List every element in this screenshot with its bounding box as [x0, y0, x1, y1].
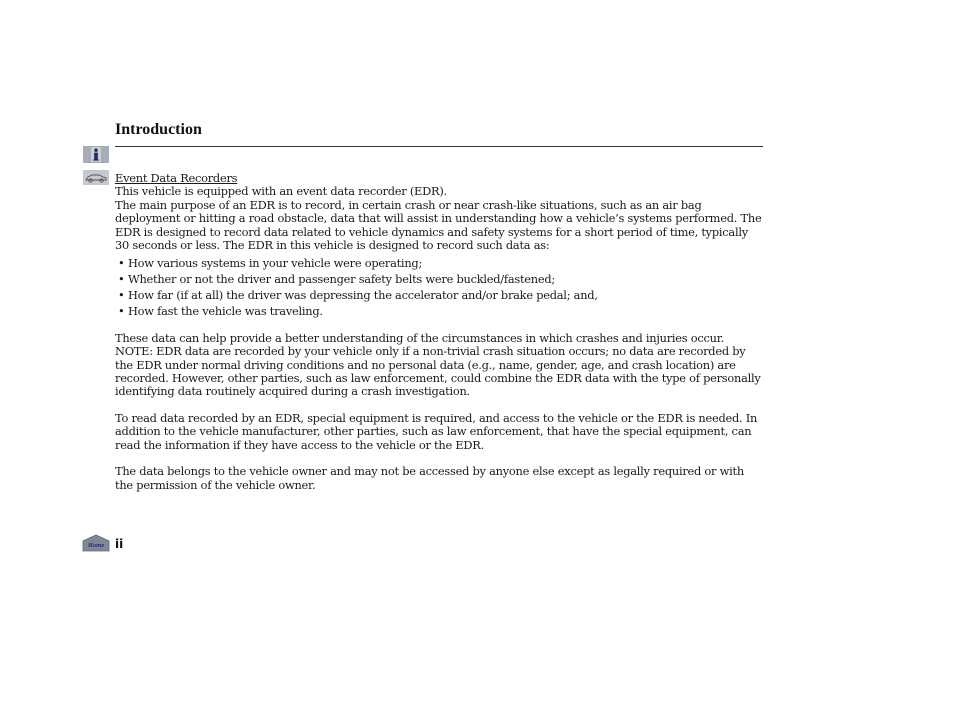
- understanding-paragraph: These data can help provide a better understanding of the circumstances in which crashes and injuries occur. NOTE: EDR data are recorded by your vehicle only if a non-trivial crash situation occurs; no data are recorded by the EDR under normal driving conditions and no personal data (e.g., name, gender, age, and crash location) are recorded. However, other parties, such as law enforcement, could combine the EDR data with the type of personally identifying data routinely acquired during a crash investigation.: [115, 330, 761, 399]
- info-icon[interactable]: [83, 146, 109, 163]
- title-divider: [115, 146, 763, 147]
- home-icon[interactable]: [82, 534, 110, 552]
- car-icon[interactable]: [83, 170, 109, 185]
- intro-text: This vehicle is equipped with an event data recorder (EDR).: [115, 184, 447, 199]
- list-item: • Whether or not the driver and passenger safety belts were buckled/fastened;: [118, 273, 763, 286]
- reading-paragraph: To read data recorded by an EDR, special equipment is required, and access to the vehicle or the EDR is needed. In addition to the vehicle manufacturer, other parties, such as law enforcement, that have the special equipment, can read the information if they have access to the vehicle or the EDR.: [115, 410, 758, 452]
- list-item: • How various systems in your vehicle were operating;: [118, 257, 763, 270]
- list-item: • How far (if at all) the driver was depressing the accelerator and/or brake pedal; and,: [118, 289, 763, 302]
- ownership-paragraph: The data belongs to the vehicle owner and may not be accessed by anyone else except as legally required or with the permission of the vehicle owner.: [115, 464, 744, 492]
- event-data-recorders-section: [115, 172, 763, 492]
- recorded-data-list: [118, 257, 763, 318]
- section-heading-link[interactable]: Event Data Recorders: [115, 171, 238, 185]
- home-label: Home: [87, 542, 105, 549]
- list-item: • How fast the vehicle was traveling.: [118, 305, 763, 318]
- purpose-paragraph: The main purpose of an EDR is to record, in certain crash or near crash-like situations, such as an air bag deployment or hitting a road obstacle, data that will assist in understanding how a vehicle’s systems performed. The EDR is designed to record data related to vehicle dynamics and safety systems for a short period of time, typically 30 seconds or less. The EDR in this vehicle is designed to record such data as:: [115, 197, 762, 253]
- page-title: Introduction: [115, 121, 202, 138]
- page-number: ii: [115, 537, 124, 551]
